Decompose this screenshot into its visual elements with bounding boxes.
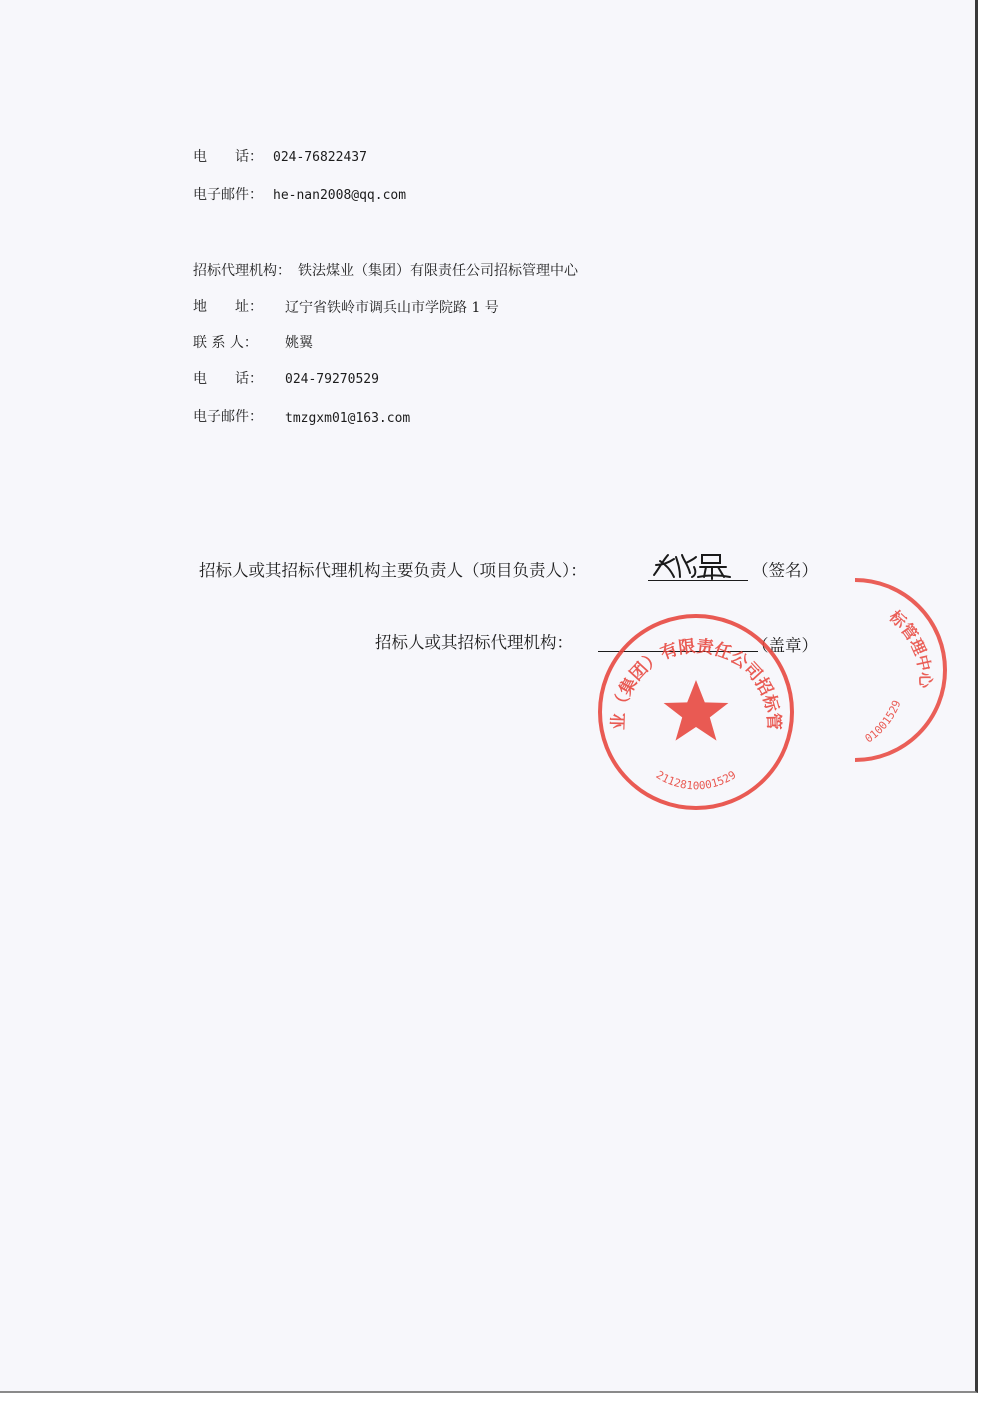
agency-name: 铁法煤业（集团）有限责任公司招标管理中心 xyxy=(298,263,578,279)
sign-note: （签名） xyxy=(752,561,818,580)
agency-email-label: 电子邮件： xyxy=(193,409,263,425)
phone-label: 电 话： xyxy=(193,149,263,165)
seal-note: （盖章） xyxy=(752,636,818,655)
phone-value: 024-76822437 xyxy=(273,150,367,165)
email-value: he-nan2008@qq.com xyxy=(273,188,407,203)
agency-phone-label: 电 话： xyxy=(193,371,263,387)
partial-seal xyxy=(855,570,975,770)
partial-seal-text: 标管理中心 xyxy=(885,606,936,689)
seal-number: 2112810001529 xyxy=(653,768,739,793)
agency-address-label: 地 址： xyxy=(193,299,263,315)
agency-name-label: 招标代理机构： xyxy=(193,263,291,279)
agency-address: 辽宁省铁岭市调兵山市学院路 1 号 xyxy=(285,300,499,316)
handwritten-signature xyxy=(650,547,750,581)
leader-line: 招标人或其招标代理机构主要负责人（项目负责人）： xyxy=(199,561,587,580)
agency-contact: 姚翼 xyxy=(285,335,313,351)
agency-contact-label: 联 系 人： xyxy=(193,335,258,351)
agency-phone: 024-79270529 xyxy=(285,372,379,387)
agency-email: tmzgxm01@163.com xyxy=(285,411,411,426)
star-icon xyxy=(664,680,729,741)
seal-text: 铁法煤业（集团）有限责任公司招标管理中心 xyxy=(587,597,784,731)
org-line: 招标人或其招标代理机构： xyxy=(375,633,573,652)
partial-seal-number: 01001529 xyxy=(862,698,904,746)
email-label: 电子邮件： xyxy=(193,187,263,203)
official-seal xyxy=(587,597,796,812)
